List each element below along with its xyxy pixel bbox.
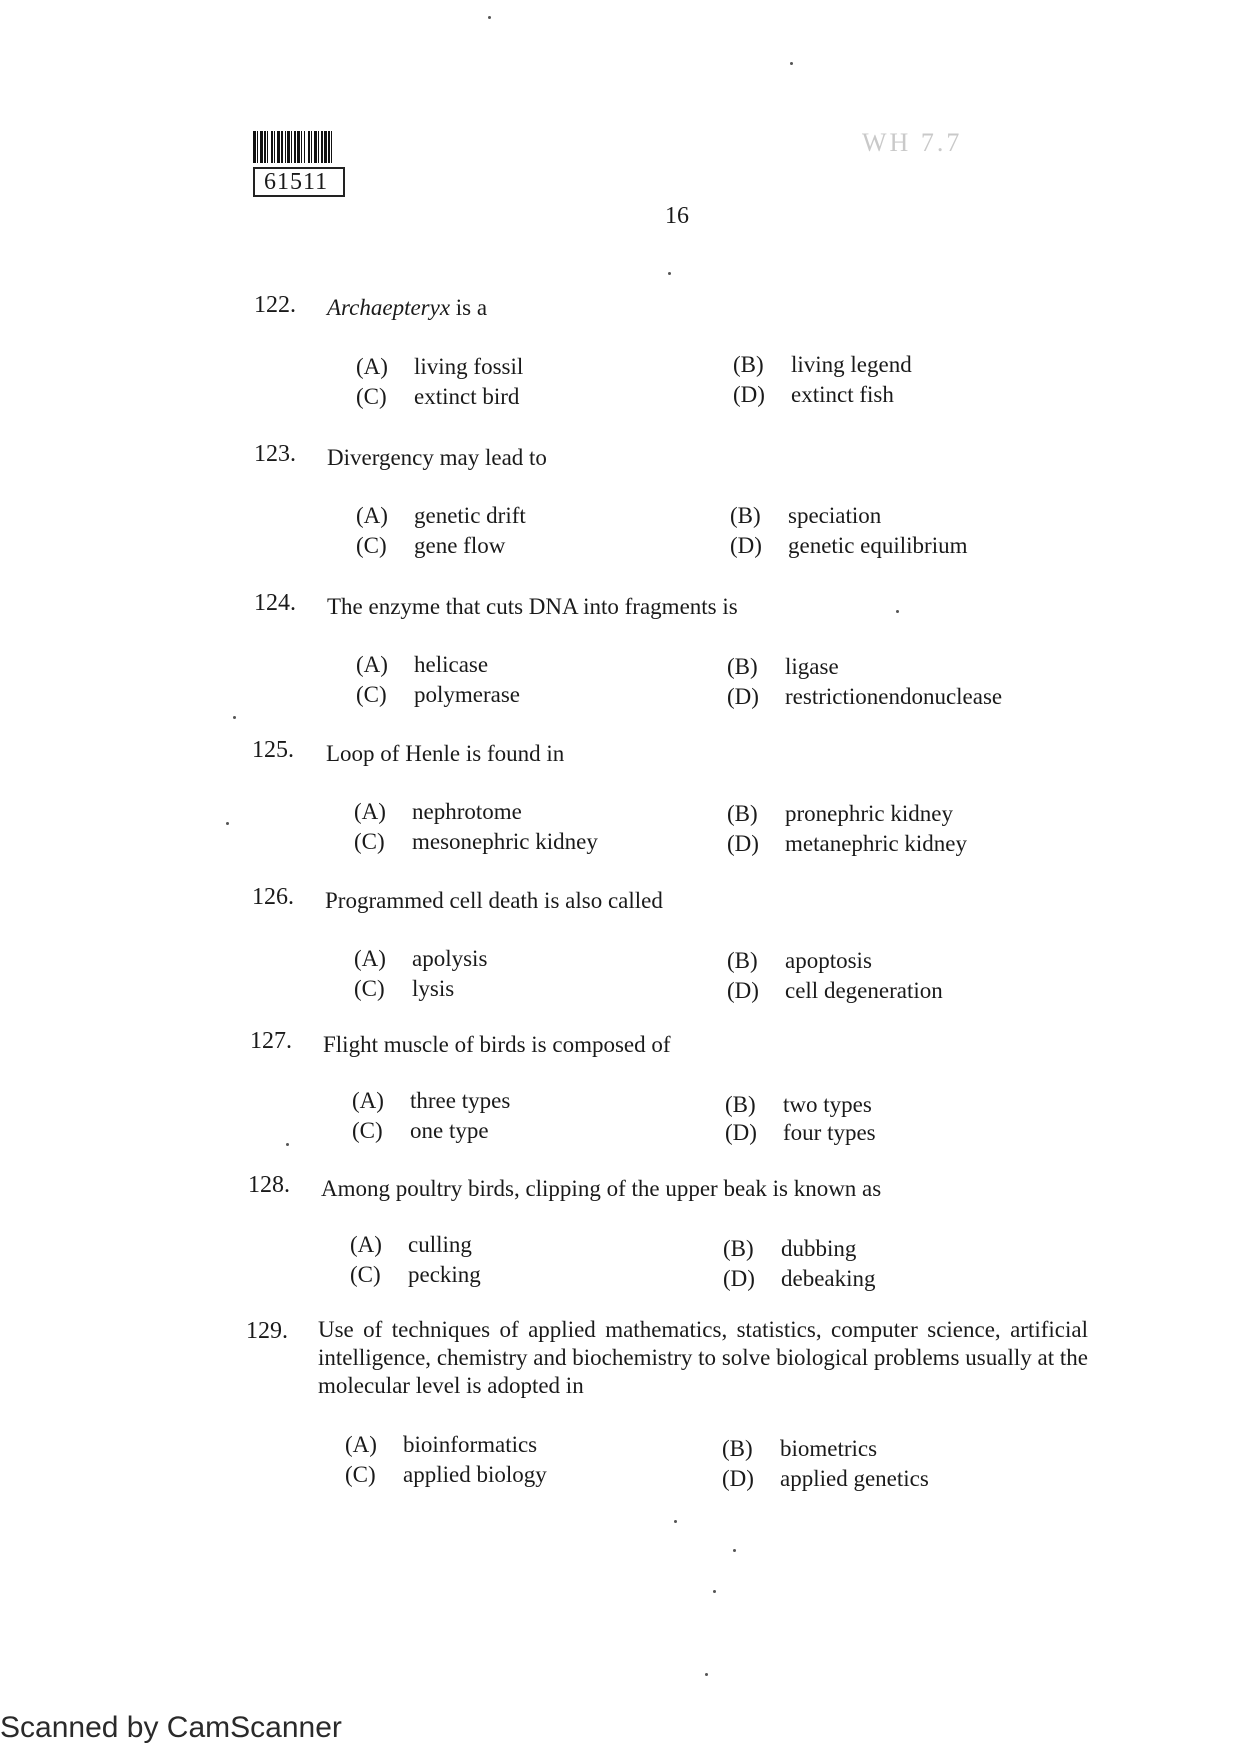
option-text: one type <box>410 1118 489 1143</box>
option-d <box>733 382 894 408</box>
option-text: helicase <box>414 652 489 677</box>
option-a <box>354 946 487 972</box>
option-text: four types <box>783 1120 876 1145</box>
question-text: The enzyme that cuts DNA into fragments is <box>327 594 738 619</box>
scan-speck <box>488 16 491 19</box>
option-letter: (D) <box>723 1266 755 1291</box>
option-a <box>356 503 526 529</box>
option-b <box>727 948 872 974</box>
option-letter: (B) <box>723 1236 754 1261</box>
option-text: polymerase <box>414 682 521 707</box>
option-letter: (A) <box>354 946 386 971</box>
option-d <box>727 684 1002 710</box>
option-text: nephrotome <box>412 799 522 824</box>
option-a <box>356 652 488 678</box>
option-text: culling <box>408 1232 472 1257</box>
option-letter: (A) <box>352 1088 384 1113</box>
scan-speck <box>226 822 229 825</box>
option-letter: (B) <box>725 1092 756 1117</box>
option-letter: (D) <box>727 684 759 709</box>
option-b <box>730 503 881 529</box>
option-d <box>725 1120 876 1146</box>
option-c <box>356 682 520 708</box>
option-c <box>354 976 454 1002</box>
option-letter: (B) <box>730 503 761 528</box>
option-letter: (C) <box>345 1462 376 1487</box>
option-text: restrictionendonuclease <box>785 684 1003 709</box>
scan-speck <box>233 716 236 719</box>
option-text: ligase <box>785 654 839 679</box>
barcode-icon <box>253 131 418 163</box>
option-text: bioinformatics <box>403 1432 538 1457</box>
option-letter: (D) <box>727 831 759 856</box>
option-text: living fossil <box>414 354 524 379</box>
question-text: Loop of Henle is found in <box>326 741 565 766</box>
option-letter: (A) <box>354 799 386 824</box>
question-number: 127. <box>250 1028 292 1054</box>
option-a <box>354 799 522 825</box>
question-text-rest: is a <box>450 295 488 320</box>
option-letter: (D) <box>733 382 765 407</box>
option-letter: (D) <box>725 1120 757 1145</box>
option-a <box>352 1088 510 1114</box>
option-text: metanephric kidney <box>785 831 968 856</box>
option-text: two types <box>783 1092 872 1117</box>
question-number: 126. <box>252 884 294 910</box>
option-text: applied biology <box>403 1462 547 1487</box>
scan-speck <box>668 272 671 275</box>
option-letter: (B) <box>727 801 758 826</box>
option-letter: (D) <box>727 978 759 1003</box>
faint-stamp-mark: WH 7.7 <box>862 128 963 157</box>
option-b <box>722 1436 877 1462</box>
option-letter: (C) <box>356 384 387 409</box>
option-b <box>723 1236 856 1262</box>
option-text: living legend <box>791 352 912 377</box>
option-text: pronephric kidney <box>785 801 953 826</box>
question-text: Among poultry birds, clipping of the upper beak is known as <box>321 1176 882 1201</box>
option-letter: (C) <box>356 682 387 707</box>
scan-speck <box>705 1673 708 1676</box>
option-text: genetic equilibrium <box>788 533 968 558</box>
option-text: biometrics <box>780 1436 878 1461</box>
question-text: Flight muscle of birds is composed of <box>323 1032 671 1057</box>
scan-speck <box>733 1549 736 1552</box>
scan-speck <box>674 1520 677 1523</box>
option-letter: (B) <box>733 352 764 377</box>
question-text: Use of techniques of applied mathematics, statistics, computer science, artificial intelligence, chemistry and biochemistry to solve biological problems usually at the molecular level is adopted in <box>318 1317 1088 1398</box>
option-letter: (A) <box>356 652 388 677</box>
option-letter: (B) <box>727 654 758 679</box>
option-letter: (D) <box>722 1466 754 1491</box>
option-text: speciation <box>788 503 882 528</box>
option-text: dubbing <box>781 1236 857 1261</box>
option-text: genetic drift <box>414 503 526 528</box>
scan-speck <box>713 1590 716 1593</box>
option-d <box>727 978 943 1004</box>
option-text: applied genetics <box>780 1466 929 1491</box>
option-letter: (C) <box>354 976 385 1001</box>
page-number: 16 <box>665 203 689 229</box>
option-letter: (A) <box>356 503 388 528</box>
option-letter: (B) <box>727 948 758 973</box>
option-letter: (D) <box>730 533 762 558</box>
question-text <box>327 294 487 322</box>
option-letter: (A) <box>345 1432 377 1457</box>
option-letter: (C) <box>354 829 385 854</box>
option-a <box>350 1232 472 1258</box>
booklet-code: 61511 <box>253 167 345 197</box>
question-number: 129. <box>246 1318 288 1344</box>
option-text: lysis <box>412 976 455 1001</box>
option-text: gene flow <box>414 533 506 558</box>
scan-speck <box>790 62 793 65</box>
option-c <box>350 1262 481 1288</box>
option-text: extinct fish <box>791 382 894 407</box>
option-b <box>725 1092 872 1118</box>
option-text: extinct bird <box>414 384 520 409</box>
option-b <box>733 352 912 378</box>
question-text: Divergency may lead to <box>327 445 547 470</box>
option-d <box>723 1266 876 1292</box>
option-text: apolysis <box>412 946 488 971</box>
option-letter: (A) <box>356 354 388 379</box>
question-number: 122. <box>254 292 296 318</box>
question-text: Programmed cell death is also called <box>325 888 663 913</box>
option-d <box>727 831 967 857</box>
question-number: 123. <box>254 441 296 467</box>
scan-speck <box>286 1143 289 1146</box>
option-a <box>356 354 523 380</box>
option-text: apoptosis <box>785 948 872 973</box>
option-c <box>356 533 505 559</box>
option-d <box>722 1466 929 1492</box>
option-c <box>354 829 598 855</box>
option-letter: (C) <box>350 1262 381 1287</box>
option-letter: (A) <box>350 1232 382 1257</box>
question-number: 124. <box>254 590 296 616</box>
scanner-watermark: Scanned by CamScanner <box>0 1711 342 1744</box>
italic-term: Archaepteryx <box>327 295 451 320</box>
option-letter: (C) <box>352 1118 383 1143</box>
option-b <box>727 654 839 680</box>
option-text: debeaking <box>781 1266 876 1291</box>
barcode-block <box>253 131 418 197</box>
scan-speck <box>896 610 899 613</box>
question-number: 128. <box>248 1172 290 1198</box>
option-text: mesonephric kidney <box>412 829 598 854</box>
option-b <box>727 801 953 827</box>
option-text: three types <box>410 1088 511 1113</box>
option-c <box>352 1118 489 1144</box>
option-c <box>356 384 519 410</box>
option-a <box>345 1432 537 1458</box>
option-letter: (B) <box>722 1436 753 1461</box>
option-c <box>345 1462 547 1488</box>
question-number: 125. <box>252 737 294 763</box>
option-letter: (C) <box>356 533 387 558</box>
option-d <box>730 533 967 559</box>
option-text: pecking <box>408 1262 481 1287</box>
option-text: cell degeneration <box>785 978 943 1003</box>
